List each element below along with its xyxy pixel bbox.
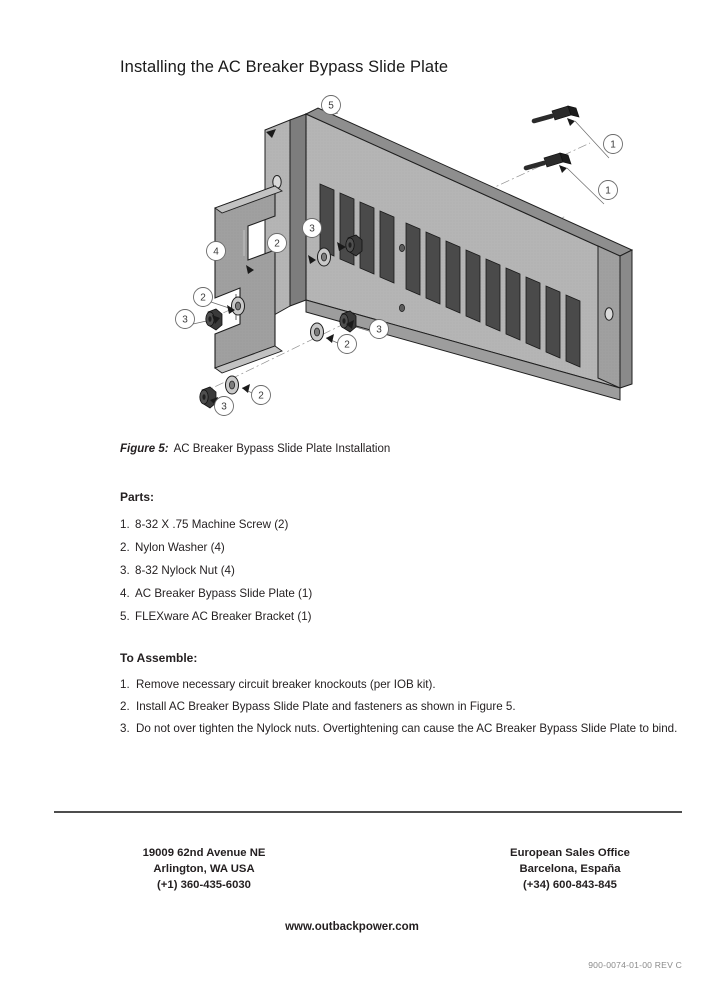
footer-eu-line1: European Sales Office [510,847,630,859]
parts-heading: Parts: [120,490,155,504]
assemble-section [120,651,696,740]
list-item [120,718,696,740]
callout-number: 3 [221,401,227,413]
callout-balloons [120,88,680,428]
list-item [120,536,696,559]
figure-caption-text: AC Breaker Bypass Slide Plate Installation [173,443,391,455]
list-item-text: FLEXware AC Breaker Bracket (1) [135,610,312,623]
parts-list [120,513,696,628]
assemble-heading: To Assemble: [120,651,198,665]
callout-number: 5 [328,100,334,112]
list-item-text: Do not over tighten the Nylock nuts. Overtightening can cause the AC Breaker Bypass Slide Plate to bind. [136,722,678,735]
parts-section [120,490,696,628]
list-item-number: 3. [120,564,130,577]
footer-address-eu [420,845,704,893]
figure-caption [120,443,390,455]
figure-label: Figure 5: [120,443,169,455]
callout-number: 1 [610,139,616,151]
list-item [120,605,696,628]
list-item-number: 5. [120,610,130,623]
list-item-number: 2. [120,541,130,554]
list-item [120,674,696,696]
callout-number: 2 [200,292,206,304]
callout-number: 3 [309,223,315,235]
figure-illustration [120,88,680,428]
list-item-text: Nylon Washer (4) [135,541,225,554]
footer-us-line2: Arlington, WA USA [153,863,255,875]
list-item-text: Remove necessary circuit breaker knockouts (per IOB kit). [136,678,436,691]
callout-number: 2 [258,390,264,402]
list-item-text: Install AC Breaker Bypass Slide Plate and fasteners as shown in Figure 5. [136,700,516,713]
list-item-text: 8-32 Nylock Nut (4) [135,564,235,577]
callout-number: 2 [274,238,280,250]
list-item-text: AC Breaker Bypass Slide Plate (1) [135,587,313,600]
list-item-number: 1. [120,518,130,531]
callout-number: 2 [344,339,350,351]
list-item-number: 4. [120,587,130,600]
callout-number: 1 [605,185,611,197]
list-item-text: 8-32 X .75 Machine Screw (2) [135,518,289,531]
document-code: 900-0074-01-00 REV C [588,960,682,970]
list-item [120,559,696,582]
callout-number: 4 [213,246,219,258]
footer-divider [54,811,682,813]
list-item [120,696,696,718]
footer-eu-line2: Barcelona, España [519,863,621,875]
list-item [120,582,696,605]
footer-address-us [54,845,354,893]
list-item-number: 2. [120,700,130,713]
assemble-list [120,674,696,740]
callout-number: 3 [376,324,382,336]
list-item [120,513,696,536]
list-item-number: 3. [120,722,130,735]
footer-us-line1: 19009 62nd Avenue NE [142,847,266,859]
footer-eu-line3: (+34) 600-843-845 [523,879,617,891]
footer-website-url[interactable]: www.outbackpower.com [285,921,419,933]
callout-number: 3 [182,314,188,326]
footer-us-line3: (+1) 360-435-6030 [157,879,251,891]
list-item-number: 1. [120,678,130,691]
page-title: Installing the AC Breaker Bypass Slide Plate [120,58,449,76]
